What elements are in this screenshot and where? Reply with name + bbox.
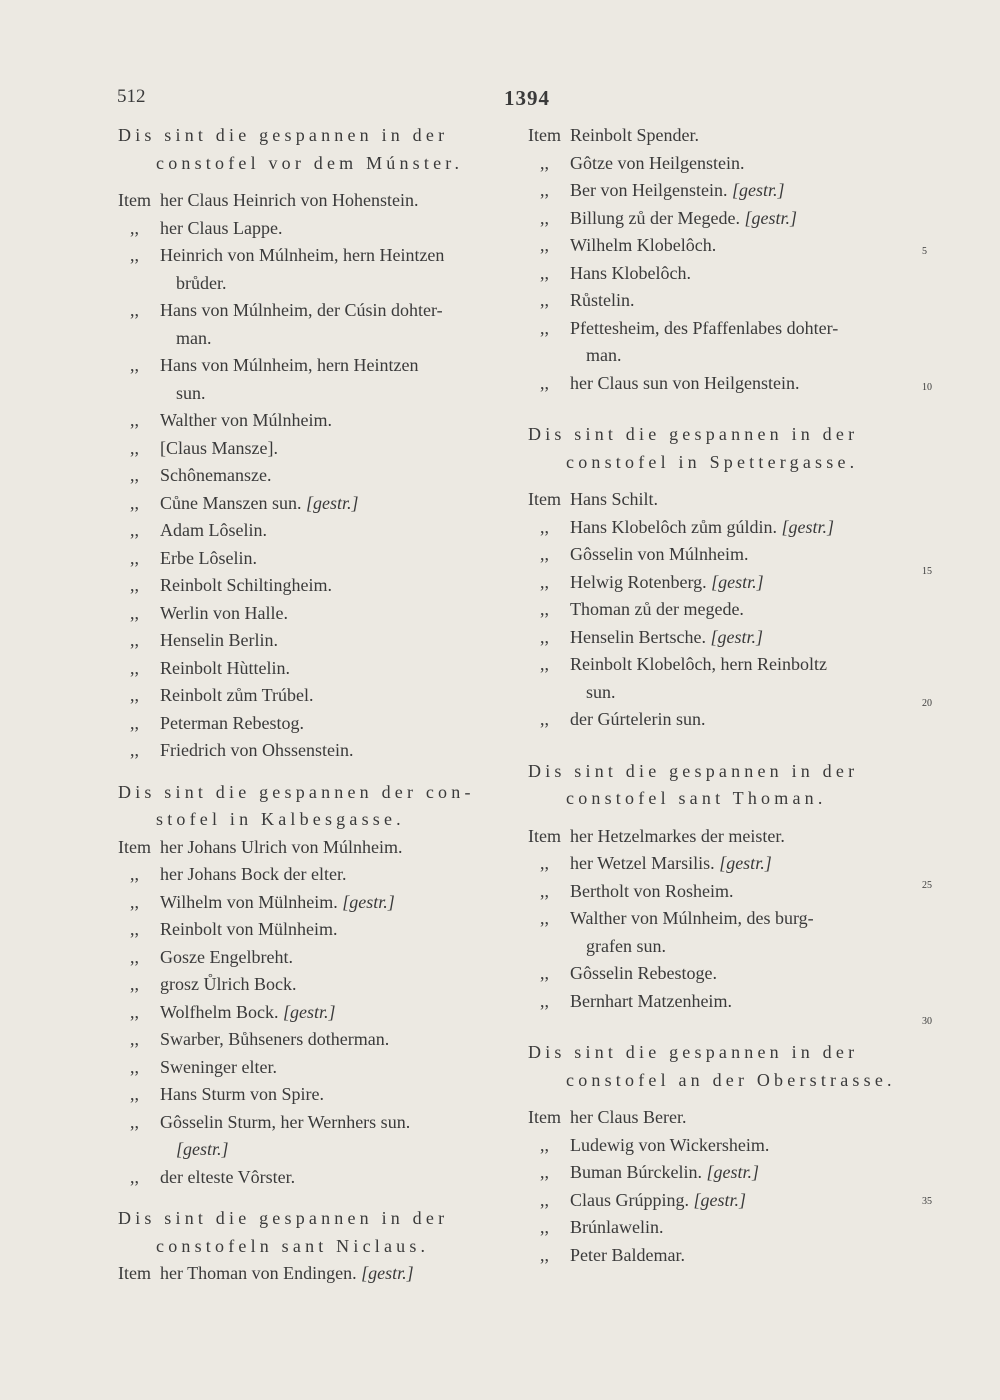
- entry-text: her Claus Berer.: [570, 1107, 687, 1127]
- list-entry: [118, 971, 518, 999]
- editorial-note: [gestr.]: [781, 516, 834, 537]
- entry-text: her Johans Ulrich von Múlnheim.: [160, 836, 403, 857]
- entry-text: Gôsselin Rebestoge.: [570, 963, 717, 983]
- ditto-mark: ,,: [130, 1084, 139, 1104]
- list-entry: [118, 737, 518, 765]
- list-entry: [528, 1214, 918, 1242]
- list-entry: [528, 177, 918, 205]
- entry-text: her Claus Heinrich von Hohenstein.: [160, 190, 419, 210]
- ditto-mark: ,,: [540, 1162, 549, 1182]
- list-entry: [528, 1132, 918, 1160]
- ditto-mark: ,,: [540, 372, 549, 393]
- editorial-note: [gestr.]: [283, 1001, 336, 1022]
- entry-text: Billung zů der Megede.: [570, 207, 745, 228]
- editorial-note: [gestr.]: [305, 492, 359, 513]
- ditto-mark: ,,: [540, 599, 549, 619]
- entry-text: Hans von Múlnheim, der Cúsin dohter-: [160, 300, 443, 320]
- list-entry: [528, 905, 918, 933]
- entry-text: Helwig Rotenberg.: [570, 571, 712, 592]
- entry-text: Růstelin.: [570, 290, 635, 310]
- list-entry: [118, 545, 518, 573]
- entry-text: der elteste Vôrster.: [160, 1166, 296, 1187]
- entry-text: Gosze Engelbreht.: [160, 946, 293, 967]
- ditto-mark: ,,: [130, 1029, 139, 1049]
- entry-text: der Gúrtelerin sun.: [570, 709, 706, 729]
- list-entry: [528, 651, 918, 679]
- list-entry: [528, 624, 918, 652]
- list-entry: [118, 435, 518, 463]
- ditto-mark: ,,: [130, 1001, 139, 1022]
- list-entry: [528, 706, 918, 734]
- list-entry: [118, 517, 518, 545]
- entry-text: her Johans Bock der elter.: [160, 864, 347, 884]
- list-entry: [118, 1136, 518, 1164]
- editorial-note: [gestr.]: [710, 626, 763, 647]
- list-entry: [528, 960, 918, 988]
- list-entry: [528, 315, 918, 343]
- section-heading: constofel an der Oberstrasse.: [566, 1069, 896, 1090]
- list-entry: [528, 569, 918, 597]
- list-entry: [118, 944, 518, 972]
- entry-text: Thoman zů der megede.: [570, 599, 744, 619]
- entry-text: Claus Grúpping.: [570, 1189, 694, 1210]
- entry-text: Cůne Manszen sun.: [160, 492, 306, 513]
- list-entry: [118, 1026, 518, 1054]
- editorial-note: [gestr.]: [176, 1139, 229, 1159]
- ditto-mark: ,,: [540, 1189, 549, 1210]
- entry-text: sun.: [586, 681, 616, 702]
- list-entry: [118, 1081, 518, 1109]
- ditto-mark: ,,: [130, 300, 139, 320]
- list-entry: [118, 627, 518, 655]
- list-entry: [528, 486, 918, 514]
- list-entry: [118, 889, 518, 917]
- entry-text: Erbe Lôselin.: [160, 547, 257, 568]
- entry-text: Reinbolt von Mülnheim.: [160, 919, 338, 939]
- editorial-note: [gestr.]: [361, 1263, 414, 1283]
- ditto-mark: ,,: [130, 602, 139, 623]
- ditto-mark: ,,: [540, 908, 549, 928]
- entry-text: Walther von Múlnheim.: [160, 410, 333, 430]
- entry-text: man.: [586, 345, 622, 365]
- editorial-note: [gestr.]: [711, 571, 764, 592]
- ditto-mark: ,,: [540, 317, 549, 338]
- ditto-mark: ,,: [540, 1244, 549, 1265]
- entry-text: Ber von Heilgenstein.: [570, 180, 732, 200]
- list-entry: [118, 490, 518, 518]
- entry-text: [Claus Mansze].: [160, 437, 278, 458]
- entry-text: her Claus Lappe.: [160, 217, 283, 238]
- entry-text: Peter Baldemar.: [570, 1244, 685, 1265]
- list-entry: [528, 1104, 918, 1132]
- ditto-mark: ,,: [540, 180, 549, 200]
- entry-text: Sweninger elter.: [160, 1056, 277, 1077]
- entry-text: Gôsselin Sturm, her Wernhers sun.: [160, 1111, 411, 1132]
- list-entry: [118, 407, 518, 435]
- entry-text: Gôsselin von Múlnheim.: [570, 544, 749, 564]
- entry-text: Pfettesheim, des Pfaffenlabes dohter-: [570, 317, 839, 338]
- entry-text: Hans Klobelôch.: [570, 262, 691, 283]
- editorial-note: [gestr.]: [719, 853, 772, 873]
- ditto-mark: ,,: [130, 657, 139, 678]
- entry-text: Peterman Rebestog.: [160, 712, 304, 733]
- ditto-mark: ,,: [130, 465, 139, 485]
- ditto-mark: ,,: [130, 712, 139, 733]
- entry-text: Hans Schilt.: [570, 489, 658, 509]
- list-entry: [118, 215, 518, 243]
- section-heading: constofel vor dem Múnster.: [156, 152, 464, 173]
- entry-text: Wilhelm Klobelôch.: [570, 235, 717, 255]
- list-entry: [528, 850, 918, 878]
- ditto-mark: ,,: [540, 207, 549, 228]
- entry-text: Friedrich von Ohssenstein.: [160, 740, 354, 760]
- ditto-mark: ,,: [540, 571, 549, 592]
- item-marker: Item: [528, 489, 561, 509]
- entry-text: her Thoman von Endingen.: [160, 1263, 362, 1283]
- ditto-mark: ,,: [130, 355, 139, 375]
- section-heading: Dis sint die gespannen in der: [118, 125, 449, 145]
- list-entry: [528, 287, 918, 315]
- list-entry: [528, 205, 918, 233]
- item-marker: Item: [118, 1263, 151, 1283]
- entry-text: Hans von Múlnheim, hern Heintzen: [160, 355, 419, 375]
- list-entry: [118, 242, 518, 270]
- entry-text: Reinbolt Spender.: [570, 125, 699, 145]
- ditto-mark: ,,: [130, 974, 139, 994]
- entry-text: Gôtze von Heilgenstein.: [570, 152, 745, 173]
- ditto-mark: ,,: [540, 853, 549, 873]
- section-heading: constofel in Spettergasse.: [566, 451, 859, 472]
- list-entry: [528, 823, 918, 851]
- section-heading: constofel sant Thoman.: [566, 788, 827, 808]
- editorial-note: [gestr.]: [731, 180, 785, 200]
- list-entry: [528, 596, 918, 624]
- ditto-mark: ,,: [540, 290, 549, 310]
- left-column: [118, 122, 518, 1288]
- list-entry: [118, 462, 518, 490]
- editorial-note: [gestr.]: [706, 1162, 759, 1182]
- entry-text: Heinrich von Múlnheim, hern Heintzen: [160, 245, 445, 265]
- section-heading: constofeln sant Niclaus.: [156, 1235, 430, 1256]
- ditto-mark: ,,: [540, 654, 549, 674]
- entry-text: grafen sun.: [586, 935, 666, 956]
- section-heading: Dis sint die gespannen in der: [528, 424, 859, 444]
- entry-text: Bertholt von Rosheim.: [570, 880, 734, 901]
- line-number: 15: [922, 566, 932, 577]
- entry-text: her Claus sun von Heilgenstein.: [570, 372, 800, 393]
- ditto-mark: ,,: [540, 880, 549, 901]
- ditto-mark: ,,: [130, 630, 139, 650]
- list-entry: [528, 514, 918, 542]
- ditto-mark: ,,: [130, 1111, 139, 1132]
- ditto-mark: ,,: [130, 891, 139, 912]
- ditto-mark: ,,: [130, 245, 139, 265]
- line-number: 30: [922, 1016, 932, 1027]
- editorial-note: [gestr.]: [342, 891, 395, 912]
- entry-text: Hans Sturm von Spire.: [160, 1084, 324, 1104]
- entry-text: man.: [176, 327, 212, 348]
- entry-text: Reinbolt zům Trúbel.: [160, 685, 314, 705]
- list-entry: [528, 1187, 918, 1215]
- ditto-mark: ,,: [130, 520, 139, 540]
- ditto-mark: ,,: [130, 864, 139, 884]
- entry-text: Adam Lôselin.: [160, 520, 267, 540]
- entry-text: her Wetzel Marsilis.: [570, 853, 720, 873]
- list-entry: [118, 325, 518, 353]
- item-marker: Item: [118, 190, 151, 210]
- list-entry: [528, 150, 918, 178]
- list-entry: [528, 933, 918, 961]
- line-number: 10: [922, 382, 932, 393]
- page-number: 512: [117, 86, 146, 107]
- list-entry: [118, 1260, 518, 1288]
- entry-text: Buman Búrckelin.: [570, 1162, 707, 1182]
- right-column: [528, 122, 918, 1269]
- ditto-mark: ,,: [540, 152, 549, 173]
- list-entry: [118, 352, 518, 380]
- section-heading: stofel in Kalbesgasse.: [156, 809, 405, 829]
- ditto-mark: ,,: [130, 575, 139, 595]
- entry-text: Swarber, Bůhseners dotherman.: [160, 1029, 390, 1049]
- ditto-mark: ,,: [130, 685, 139, 705]
- line-number: 5: [922, 246, 927, 257]
- list-entry: [118, 572, 518, 600]
- list-entry: [528, 122, 918, 150]
- ditto-mark: ,,: [540, 235, 549, 255]
- ditto-mark: ,,: [130, 919, 139, 939]
- list-entry: [528, 988, 918, 1016]
- list-entry: [528, 342, 918, 370]
- section-heading: Dis sint die gespannen in der: [118, 1208, 449, 1228]
- section-heading: Dis sint die gespannen in der: [528, 1042, 859, 1062]
- line-number: 25: [922, 880, 932, 891]
- list-entry: [528, 541, 918, 569]
- line-number: 20: [922, 698, 932, 709]
- list-entry: [118, 297, 518, 325]
- list-entry: [528, 232, 918, 260]
- ditto-mark: ,,: [130, 410, 139, 430]
- year-heading: 1394: [504, 86, 550, 110]
- item-marker: Item: [528, 125, 561, 145]
- ditto-mark: ,,: [540, 709, 549, 729]
- entry-text: Ludewig von Wickersheim.: [570, 1134, 770, 1155]
- entry-text: Walther von Múlnheim, des burg-: [570, 908, 814, 928]
- list-entry: [118, 916, 518, 944]
- entry-text: Hans Klobelôch zům gúldin.: [570, 516, 782, 537]
- list-entry: [528, 1159, 918, 1187]
- list-entry: [118, 834, 518, 862]
- ditto-mark: ,,: [130, 946, 139, 967]
- list-entry: [118, 682, 518, 710]
- item-marker: Item: [118, 836, 151, 857]
- ditto-mark: ,,: [540, 1217, 549, 1237]
- entry-text: Henselin Berlin.: [160, 630, 278, 650]
- entry-text: Schônemansze.: [160, 465, 272, 485]
- ditto-mark: ,,: [540, 262, 549, 283]
- entry-text: brůder.: [176, 272, 227, 293]
- list-entry: [528, 370, 918, 398]
- ditto-mark: ,,: [540, 1134, 549, 1155]
- list-entry: [118, 1164, 518, 1192]
- entry-text: grosz Ůlrich Bock.: [160, 974, 297, 994]
- entry-text: Wilhelm von Mülnheim.: [160, 891, 343, 912]
- item-marker: Item: [528, 1107, 561, 1127]
- entry-text: Bernhart Matzenheim.: [570, 990, 732, 1011]
- entry-text: sun.: [176, 382, 206, 403]
- list-entry: [118, 1109, 518, 1137]
- list-entry: [118, 861, 518, 889]
- ditto-mark: ,,: [130, 217, 139, 238]
- ditto-mark: ,,: [130, 740, 139, 760]
- section-heading: Dis sint die gespannen der con-: [118, 781, 475, 802]
- ditto-mark: ,,: [540, 963, 549, 983]
- entry-text: Wolfhelm Bock.: [160, 1001, 284, 1022]
- ditto-mark: ,,: [130, 1166, 139, 1187]
- entry-text: Werlin von Halle.: [160, 602, 289, 623]
- list-entry: [528, 1242, 918, 1270]
- list-entry: [118, 270, 518, 298]
- entry-text: Reinbolt Hùttelin.: [160, 657, 290, 678]
- ditto-mark: ,,: [540, 516, 549, 537]
- list-entry: [528, 878, 918, 906]
- entry-text: Henselin Bertsche.: [570, 626, 711, 647]
- entry-text: Reinbolt Schiltingheim.: [160, 575, 332, 595]
- list-entry: [118, 1054, 518, 1082]
- ditto-mark: ,,: [130, 547, 139, 568]
- ditto-mark: ,,: [130, 492, 139, 513]
- ditto-mark: ,,: [540, 544, 549, 564]
- ditto-mark: ,,: [130, 437, 139, 458]
- list-entry: [528, 679, 918, 707]
- list-entry: [528, 260, 918, 288]
- line-number: 35: [922, 1196, 932, 1207]
- editorial-note: [gestr.]: [693, 1189, 747, 1210]
- entry-text: her Hetzelmarkes der meister.: [570, 825, 785, 846]
- ditto-mark: ,,: [540, 990, 549, 1011]
- list-entry: [118, 999, 518, 1027]
- list-entry: [118, 600, 518, 628]
- list-entry: [118, 187, 518, 215]
- editorial-note: [gestr.]: [744, 207, 797, 228]
- list-entry: [118, 710, 518, 738]
- ditto-mark: ,,: [540, 626, 549, 647]
- section-heading: Dis sint die gespannen in der: [528, 760, 859, 781]
- entry-text: Reinbolt Klobelôch, hern Reinboltz: [570, 654, 827, 674]
- ditto-mark: ,,: [130, 1056, 139, 1077]
- list-entry: [118, 380, 518, 408]
- list-entry: [118, 655, 518, 683]
- entry-text: Brúnlawelin.: [570, 1217, 664, 1237]
- item-marker: Item: [528, 825, 561, 846]
